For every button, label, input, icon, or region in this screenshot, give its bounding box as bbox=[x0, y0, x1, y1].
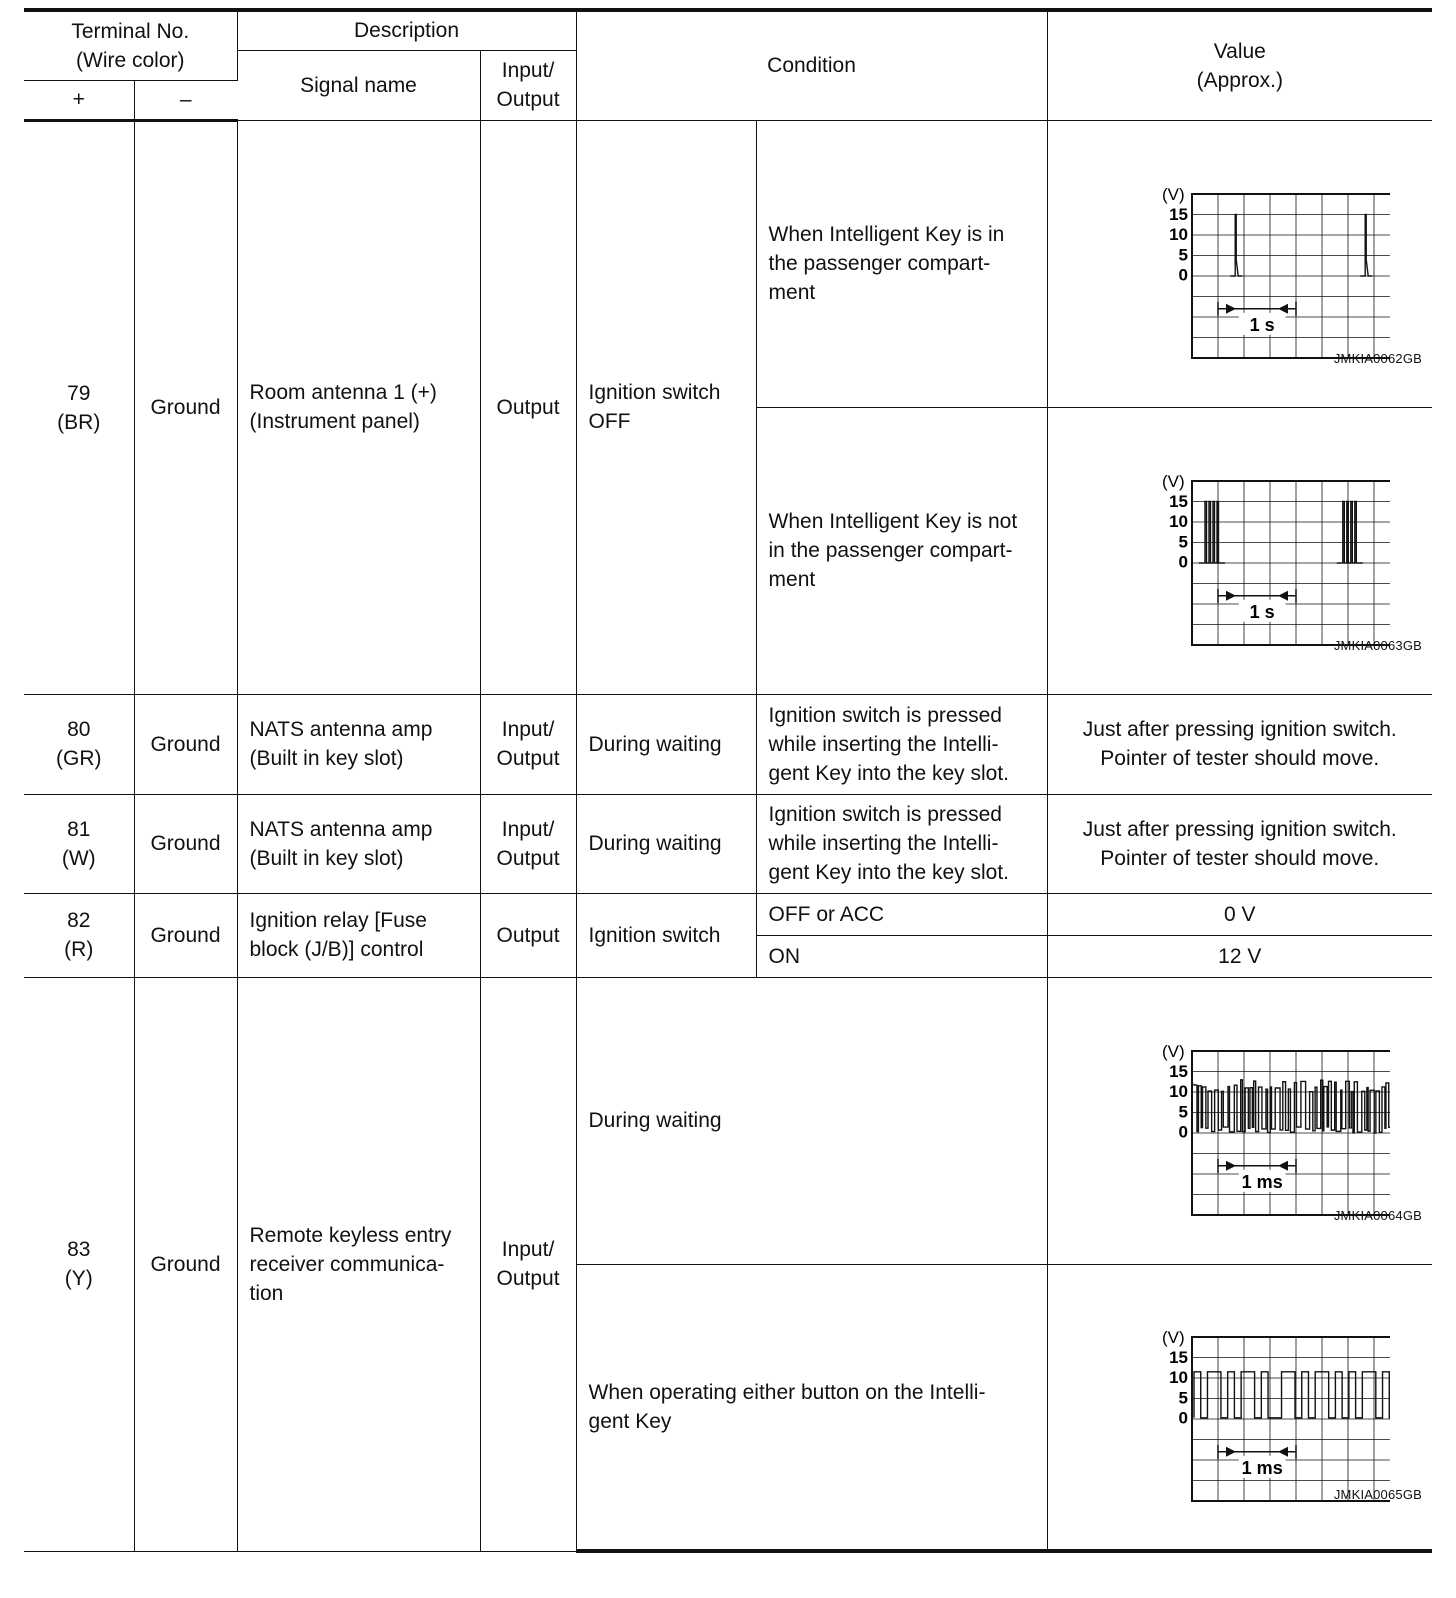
signal-name-cell: Room antenna 1 (+) (Instrument panel) bbox=[237, 120, 480, 694]
oscilloscope-waveform-1 bbox=[1090, 169, 1390, 359]
value-cell bbox=[1047, 977, 1432, 1264]
terminal-cell: 80 (GR) bbox=[24, 694, 134, 794]
terminal-cell: 82 (R) bbox=[24, 893, 134, 977]
header-signal-name: Signal name bbox=[237, 50, 480, 120]
tick-label: 10 bbox=[1168, 224, 1188, 244]
ground-cell: Ground bbox=[134, 794, 237, 893]
sub-condition-cell: OFF or ACC bbox=[756, 893, 1047, 935]
figure-id: JMKIA0062GB bbox=[1333, 350, 1423, 366]
condition-cell: When operating either button on the Intelli- gent Key bbox=[576, 1264, 1047, 1551]
tick-label: 0 bbox=[1178, 1408, 1188, 1428]
value-cell bbox=[1047, 407, 1432, 694]
sub-condition-cell: When Intelligent Key is in the passenger compart- ment bbox=[756, 120, 1047, 407]
time-scale-label: 1 s bbox=[1249, 314, 1275, 335]
ground-cell: Ground bbox=[134, 694, 237, 794]
header-input-output: Input/ Output bbox=[480, 50, 576, 120]
condition-cell: Ignition switch OFF bbox=[576, 120, 756, 694]
unit-label: (V) bbox=[1161, 184, 1185, 204]
io-cell: Output bbox=[480, 893, 576, 977]
time-scale-label: 1 ms bbox=[1241, 1171, 1283, 1192]
signal-name-cell: Remote keyless entry receiver communica- tion bbox=[237, 977, 480, 1551]
tick-label: 10 bbox=[1168, 1367, 1188, 1387]
header-row-1 bbox=[24, 10, 1432, 50]
tick-label: 15 bbox=[1168, 491, 1188, 511]
oscilloscope-waveform-3 bbox=[1090, 1026, 1390, 1216]
ground-cell: Ground bbox=[134, 893, 237, 977]
tick-label: 0 bbox=[1178, 264, 1188, 284]
tick-label: 10 bbox=[1168, 1081, 1188, 1101]
table-row-79 bbox=[24, 120, 1432, 407]
tick-label: 15 bbox=[1168, 1061, 1188, 1081]
tick-label: 0 bbox=[1178, 551, 1188, 571]
unit-label: (V) bbox=[1161, 1327, 1185, 1347]
io-cell: Input/ Output bbox=[480, 794, 576, 893]
tick-label: 0 bbox=[1178, 1121, 1188, 1141]
terminal-cell: 79 (BR) bbox=[24, 120, 134, 694]
table-row-81 bbox=[24, 794, 1432, 893]
oscilloscope-waveform-2 bbox=[1090, 456, 1390, 646]
condition-cell: During waiting bbox=[576, 977, 1047, 1264]
figure-id: JMKIA0063GB bbox=[1333, 637, 1423, 653]
header-minus: – bbox=[134, 80, 237, 120]
tick-label: 5 bbox=[1178, 1101, 1188, 1121]
figure-id: JMKIA0064GB bbox=[1333, 1207, 1423, 1223]
terminal-spec-table bbox=[24, 8, 1432, 1553]
io-cell: Input/ Output bbox=[480, 694, 576, 794]
sub-condition-cell: Ignition switch is pressed while inserting the Intelli- gent Key into the key slot. bbox=[756, 794, 1047, 893]
terminal-cell: 81 (W) bbox=[24, 794, 134, 893]
signal-name-cell: NATS antenna amp (Built in key slot) bbox=[237, 794, 480, 893]
value-cell: 0 V bbox=[1047, 893, 1432, 935]
oscilloscope-waveform-4 bbox=[1090, 1312, 1390, 1502]
condition-cell: During waiting bbox=[576, 794, 756, 893]
tick-label: 5 bbox=[1178, 531, 1188, 551]
signal-name-cell: NATS antenna amp (Built in key slot) bbox=[237, 694, 480, 794]
table-row-80 bbox=[24, 694, 1432, 794]
tick-label: 10 bbox=[1168, 511, 1188, 531]
sub-condition-cell: When Intelligent Key is not in the passenger compart- ment bbox=[756, 407, 1047, 694]
time-scale-label: 1 ms bbox=[1241, 1457, 1283, 1478]
header-condition: Condition bbox=[576, 10, 1047, 120]
ground-cell: Ground bbox=[134, 977, 237, 1551]
time-scale-label: 1 s bbox=[1249, 601, 1275, 622]
value-cell bbox=[1047, 1264, 1432, 1551]
condition-cell: Ignition switch bbox=[576, 893, 756, 977]
condition-cell: During waiting bbox=[576, 694, 756, 794]
value-cell bbox=[1047, 120, 1432, 407]
sub-condition-cell: ON bbox=[756, 935, 1047, 977]
tick-label: 15 bbox=[1168, 1347, 1188, 1367]
header-terminal-no: Terminal No. (Wire color) bbox=[24, 10, 237, 80]
value-cell: Just after pressing ignition switch. Pointer of tester should move. bbox=[1047, 794, 1432, 893]
header-description: Description bbox=[237, 10, 576, 50]
tick-label: 5 bbox=[1178, 1388, 1188, 1408]
header-plus: + bbox=[24, 80, 134, 120]
table-row-82 bbox=[24, 893, 1432, 935]
header-value: Value (Approx.) bbox=[1047, 10, 1432, 120]
ground-cell: Ground bbox=[134, 120, 237, 694]
unit-label: (V) bbox=[1161, 471, 1185, 491]
table-row-83 bbox=[24, 977, 1432, 1264]
sub-condition-cell: Ignition switch is pressed while inserting the Intelli- gent Key into the key slot. bbox=[756, 694, 1047, 794]
tick-label: 5 bbox=[1178, 244, 1188, 264]
value-cell: Just after pressing ignition switch. Pointer of tester should move. bbox=[1047, 694, 1432, 794]
unit-label: (V) bbox=[1161, 1041, 1185, 1061]
terminal-cell: 83 (Y) bbox=[24, 977, 134, 1551]
io-cell: Input/ Output bbox=[480, 977, 576, 1551]
figure-id: JMKIA0065GB bbox=[1333, 1487, 1423, 1502]
io-cell: Output bbox=[480, 120, 576, 694]
tick-label: 15 bbox=[1168, 204, 1188, 224]
value-cell: 12 V bbox=[1047, 935, 1432, 977]
signal-name-cell: Ignition relay [Fuse block (J/B)] control bbox=[237, 893, 480, 977]
